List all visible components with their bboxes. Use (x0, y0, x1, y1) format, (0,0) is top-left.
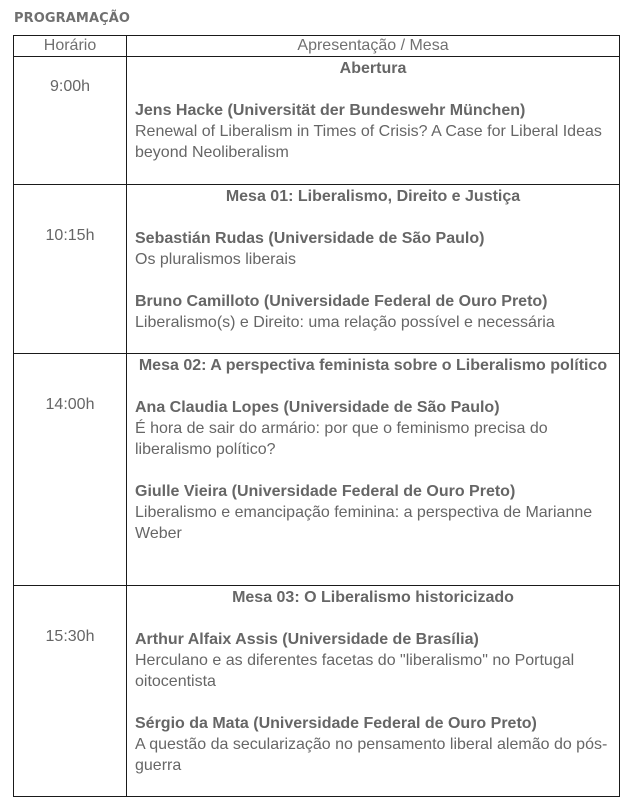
time-cell (14, 354, 127, 586)
page-heading: PROGRAMAÇÃO (14, 11, 131, 26)
speaker-name: Jens Hacke (Universität der Bundeswehr München) (135, 102, 526, 119)
time-cell (14, 185, 127, 354)
talk-title: Liberalismo e emancipação feminina: a perspectiva de Marianne Weber (135, 504, 593, 542)
talk-item (135, 481, 611, 544)
speaker-name: Sebastián Rudas (Universidade de São Paulo) (135, 230, 485, 247)
talk-item (135, 291, 611, 333)
table-row (14, 586, 620, 797)
talk-item (135, 713, 611, 776)
talk-item (135, 397, 611, 460)
session-cell (127, 586, 620, 797)
talk-title: Herculano e as diferentes facetas do "liberalismo" no Portugal oitocentista (135, 652, 575, 690)
table-row (14, 57, 620, 185)
session-cell (127, 185, 620, 354)
column-header-time: Horário (14, 36, 127, 57)
talk-title: Os pluralismos liberais (135, 251, 296, 268)
session-title: Mesa 01: Liberalismo, Direito e Justiça (225, 188, 521, 205)
talk-item (135, 100, 611, 163)
table-row (14, 185, 620, 354)
column-header-presentation: Apresentação / Mesa (127, 36, 620, 57)
time-cell (14, 586, 127, 797)
speaker-name: Bruno Camilloto (Universidade Federal de Ouro Preto) (135, 293, 548, 310)
session-cell (127, 354, 620, 586)
table-header-row (14, 36, 620, 57)
talk-title: É hora de sair do armário: por que o feminismo precisa do liberalismo político? (135, 420, 548, 458)
schedule-table (13, 35, 620, 797)
talk-item (135, 228, 611, 270)
talk-title: Liberalismo(s) e Direito: uma relação possível e necessária (135, 314, 555, 331)
time-cell (14, 57, 127, 185)
speaker-name: Giulle Vieira (Universidade Federal de Ouro Preto) (135, 483, 516, 500)
session-cell (127, 57, 620, 185)
talk-title: A questão da secularização no pensamento liberal alemão do pós-guerra (135, 736, 608, 774)
session-title: Mesa 03: O Liberalismo historicizado (232, 589, 514, 606)
time-label: 15:30h (45, 628, 95, 645)
speaker-name: Ana Claudia Lopes (Universidade de São Paulo) (135, 399, 500, 416)
speaker-name: Arthur Alfaix Assis (Universidade de Brasília) (135, 631, 479, 648)
session-title: Abertura (339, 60, 407, 77)
time-label: 10:15h (45, 227, 95, 244)
speaker-name: Sérgio da Mata (Universidade Federal de Ouro Preto) (135, 715, 537, 732)
time-label: 14:00h (45, 396, 95, 413)
talk-title: Renewal of Liberalism in Times of Crisis? A Case for Liberal Ideas beyond Neoliberalism (135, 123, 602, 161)
session-title: Mesa 02: A perspectiva feminista sobre o Liberalismo político (138, 357, 608, 374)
table-row (14, 354, 620, 586)
time-label: 9:00h (49, 78, 91, 95)
talk-item (135, 629, 611, 692)
